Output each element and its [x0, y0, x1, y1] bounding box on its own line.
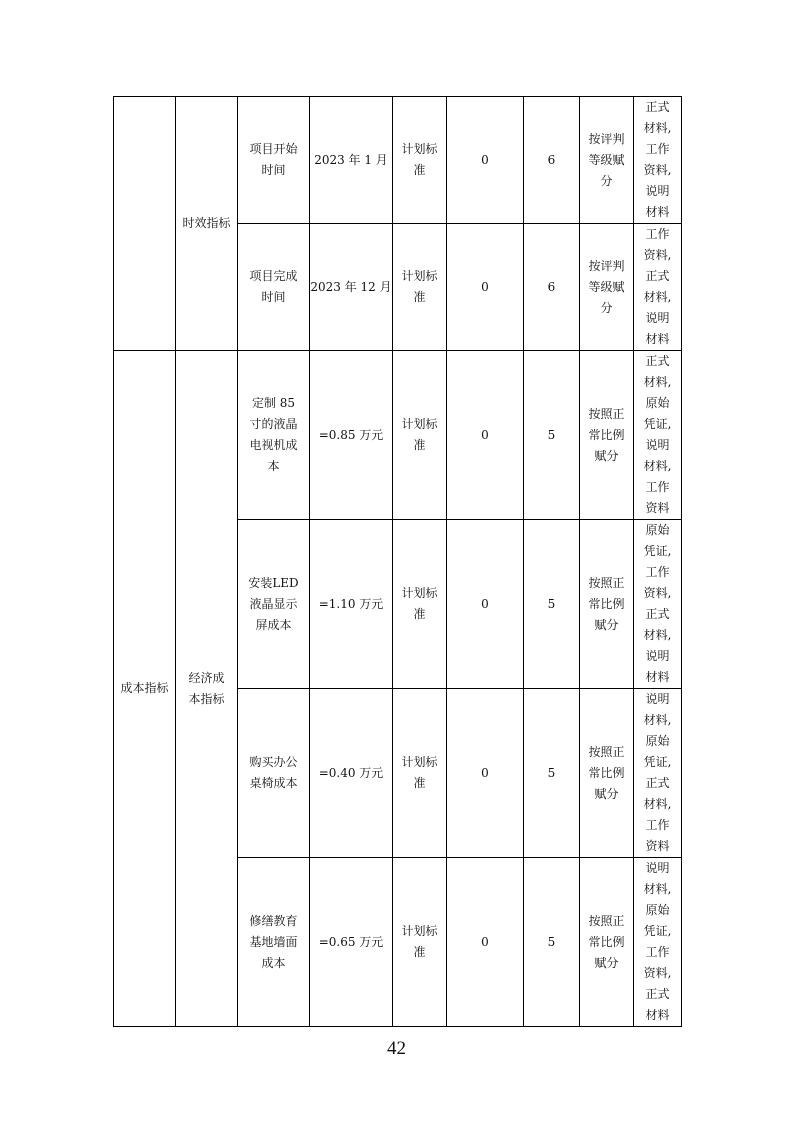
actual-value-cell: 0 — [447, 224, 524, 351]
level2-indicator-cell: 时效指标 — [176, 97, 238, 351]
page-number: 42 — [387, 1038, 406, 1059]
standard-cell: 计划标准 — [393, 858, 447, 1027]
target-value-cell: =0.40 万元 — [310, 689, 393, 858]
score-cell: 6 — [524, 97, 580, 224]
indicator-name-cell: 项目开始时间 — [238, 97, 310, 224]
indicator-name-cell: 安装LED液晶显示屏成本 — [238, 520, 310, 689]
actual-value-cell: 0 — [447, 97, 524, 224]
actual-value-cell: 0 — [447, 520, 524, 689]
level2-indicator-cell: 经济成本指标 — [176, 351, 238, 1027]
scoring-method-cell: 按评判等级赋分 — [580, 224, 634, 351]
evidence-basis-cell: 工作资料,正式材料,说明材料 — [643, 227, 672, 346]
actual-value-cell: 0 — [447, 689, 524, 858]
score-cell: 5 — [524, 351, 580, 520]
scoring-method-cell: 按照正常比例赋分 — [580, 351, 634, 520]
target-value-cell: =1.10 万元 — [310, 520, 393, 689]
score-cell: 5 — [524, 858, 580, 1027]
table-row — [114, 351, 682, 520]
target-value-cell: =0.85 万元 — [310, 351, 393, 520]
scoring-method-cell: 按评判等级赋分 — [580, 97, 634, 224]
scoring-method-cell: 按照正常比例赋分 — [580, 689, 634, 858]
evidence-basis-cell: 原始凭证,工作资料,正式材料,说明材料 — [643, 523, 672, 684]
indicator-name-cell: 项目完成时间 — [238, 224, 310, 351]
target-value-cell: 2023 年 12 月 — [310, 224, 393, 351]
score-cell: 5 — [524, 520, 580, 689]
standard-cell: 计划标准 — [393, 97, 447, 224]
indicator-name-cell: 修缮教育基地墙面成本 — [238, 858, 310, 1027]
target-value-cell: =0.65 万元 — [310, 858, 393, 1027]
indicator-name-cell: 购买办公桌椅成本 — [238, 689, 310, 858]
performance-indicator-table — [113, 96, 682, 1027]
target-value-cell: 2023 年 1 月 — [310, 97, 393, 224]
evidence-basis-cell: 说明材料,原始凭证,工作资料,正式材料 — [643, 861, 672, 1022]
level1-indicator-cell — [114, 97, 176, 351]
level1-indicator-cell: 成本指标 — [114, 351, 176, 1027]
actual-value-cell: 0 — [447, 858, 524, 1027]
evidence-basis-cell: 正式材料,工作资料,说明材料 — [643, 100, 672, 219]
standard-cell: 计划标准 — [393, 689, 447, 858]
score-cell: 6 — [524, 224, 580, 351]
evidence-basis-cell: 说明材料,原始凭证,正式材料,工作资料 — [643, 692, 672, 853]
table-row — [114, 97, 682, 224]
standard-cell: 计划标准 — [393, 224, 447, 351]
evidence-basis-cell: 正式材料,原始凭证,说明材料,工作资料 — [643, 354, 672, 515]
standard-cell: 计划标准 — [393, 351, 447, 520]
score-cell: 5 — [524, 689, 580, 858]
scoring-method-cell: 按照正常比例赋分 — [580, 858, 634, 1027]
actual-value-cell: 0 — [447, 351, 524, 520]
scoring-method-cell: 按照正常比例赋分 — [580, 520, 634, 689]
standard-cell: 计划标准 — [393, 520, 447, 689]
indicator-name-cell: 定制 85 寸的液晶电视机成本 — [238, 351, 310, 520]
